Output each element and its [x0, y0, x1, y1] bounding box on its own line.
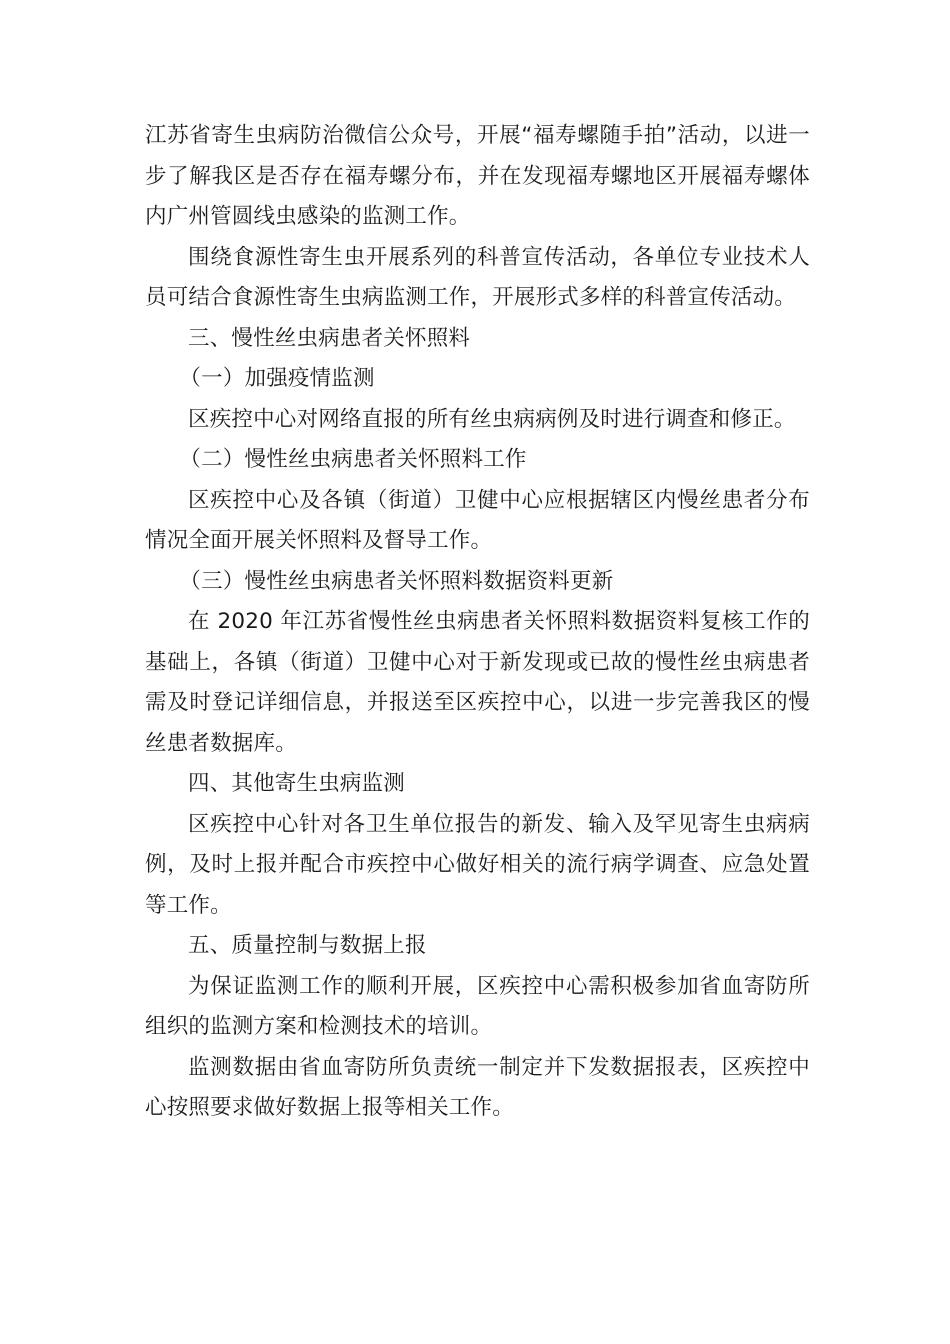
document-body	[145, 116, 810, 1129]
paragraph-continuation: 江苏省寄生虫病防治微信公众号，开展“福寿螺随手拍”活动，以进一步了解我区是否存在福寿螺分布，并在发现福寿螺地区开展福寿螺体内广州管圆线虫感染的监测工作。	[145, 123, 810, 229]
paragraph-3-2: 区疾控中心及各镇（街道）卫健中心应根据辖区内慢丝患者分布情况全面开展关怀照料及督导工作。	[145, 487, 810, 553]
subheading-3-1: （一）加强疫情监测	[179, 366, 375, 391]
paragraph-5-training: 为保证监测工作的顺利开展，区疾控中心需积极参加省血寄防所组织的监测方案和检测技术的培训。	[145, 973, 810, 1039]
paragraph-food-borne-publicity: 围绕食源性寄生虫开展系列的科普宣传活动，各单位专业技术人员可结合食源性寄生虫病监测工作，开展形式多样的科普宣传活动。	[145, 244, 810, 310]
section-heading-5: 五、质量控制与数据上报	[188, 933, 427, 958]
paragraph-3-3: 在 2020 年江苏省慢性丝虫病患者关怀照料数据资料复核工作的基础上，各镇（街道）卫健中心对于新发现或已故的慢性丝虫病患者需及时登记详细信息，并报送至区疾控中心，以进一步完善我区的慢丝患者数据库。	[145, 609, 810, 756]
paragraph-3-1: 区疾控中心对网络直报的所有丝虫病病例及时进行调查和修正。	[188, 406, 796, 432]
paragraph-5-reporting: 监测数据由省血寄防所负责统一制定并下发数据报表，区疾控中心按照要求做好数据上报等相关工作。	[145, 1054, 810, 1120]
subheading-3-3: （三）慢性丝虫病患者关怀照料数据资料更新	[179, 568, 614, 594]
section-heading-3: 三、慢性丝虫病患者关怀照料	[188, 325, 471, 351]
paragraph-4: 区疾控中心针对各卫生单位报告的新发、输入及罕见寄生虫病病例，及时上报并配合市疾控中心做好相关的流行病学调查、应急处置等工作。	[145, 811, 810, 918]
section-heading-4: 四、其他寄生虫病监测	[188, 771, 406, 796]
subheading-3-2: （二）慢性丝虫病患者关怀照料工作	[179, 447, 527, 472]
